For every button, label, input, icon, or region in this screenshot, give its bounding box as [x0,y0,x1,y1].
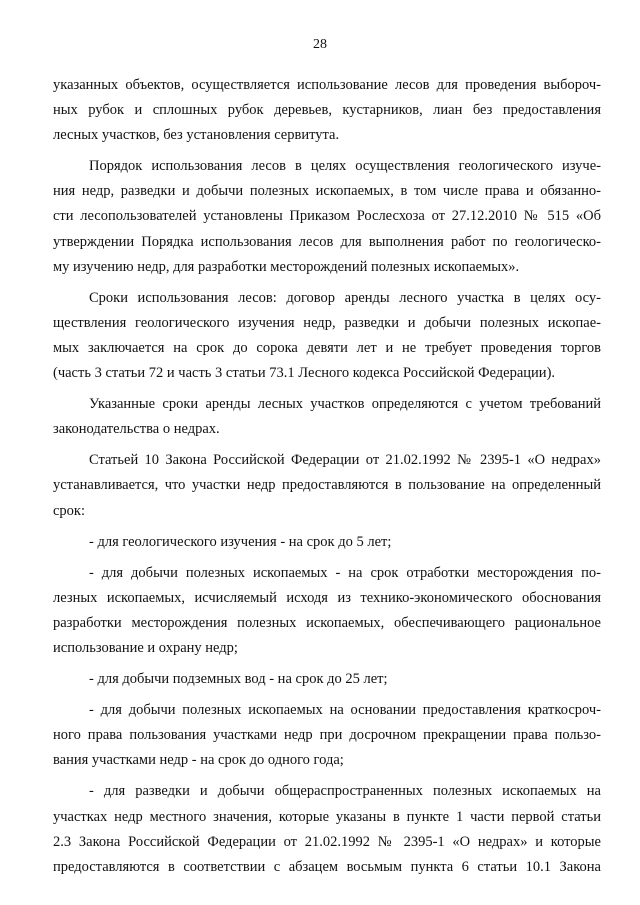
text-line: ных рубок и сплошных рубок деревьев, кустарников, лиан без предоставления [53,102,601,119]
text-line: использование и охрану недр; [53,639,238,656]
text-line: - для добычи подземных вод - на срок до 25 лет; [89,671,388,688]
body-text [53,73,601,880]
text-line: - для геологического изучения - на срок до 5 лет; [89,533,392,550]
text-line: ного права пользования участками недр при досрочном прекращении права пользо- [53,727,601,744]
text-line: сти лесопользователей установлены Приказом Рослесхоза от 27.12.2010 № 515 «Об [53,208,601,225]
text-line: ния недр, разведки и добычи полезных ископаемых, в том числе права и обязанно- [53,183,601,200]
text-line: Указанные сроки аренды лесных участков определяются с учетом требований [89,396,601,413]
text-line: предоставляются в соответствии с абзацем восьмым пункта 6 статьи 10.1 Закона [53,858,601,875]
text-line: ществления геологического изучения недр, разведки и добычи полезных ископае- [53,314,601,331]
text-line: Статьей 10 Закона Российской Федерации от 21.02.1992 № 2395-1 «О недрах» [89,452,601,469]
text-line: - для разведки и добычи общераспространенных полезных ископаемых на [89,783,601,800]
text-line: лезных ископаемых, исчисляемый исходя из технико-экономического обоснования [53,589,601,606]
text-line: 2.3 Закона Российской Федерации от 21.02.1992 № 2395-1 «О недрах» и которые [53,833,601,850]
text-line: Порядок использования лесов в целях осуществления геологического изуче- [89,158,601,175]
text-line: законодательства о недрах. [53,421,220,438]
text-line: срок: [53,502,86,519]
text-line: вания участками недр - на срок до одного года; [53,752,344,769]
text-line: му изучению недр, для разработки месторождений полезных ископаемых». [53,258,520,275]
text-line: мых заключается на срок до сорока девяти лет и не требует проведения торгов [53,339,601,356]
page-number: 28 [313,37,327,52]
text-line: разработки месторождения полезных ископаемых, обеспечивающего рациональное [53,614,601,631]
text-line: участках недр местного значения, которые указаны в пункте 1 части первой статьи [53,808,601,825]
text-line: Сроки использования лесов: договор аренды лесного участка в целях осу- [89,289,601,306]
text-line: утверждении Порядка использования лесов для выполнения работ по геологическо- [53,233,601,250]
text-line: указанных объектов, осуществляется использование лесов для проведения выбороч- [53,77,601,93]
text-line: лесных участков, без установления сервитута. [53,127,340,144]
text-line: устанавливается, что участки недр предоставляются в пользование на определенный [53,477,601,494]
text-line: (часть 3 статьи 72 и часть 3 статьи 73.1 Лесного кодекса Российской Федерации). [53,365,556,382]
text-line: - для добычи полезных ископаемых - на срок отработки месторождения по- [89,564,601,581]
text-line: - для добычи полезных ископаемых на основании предоставления краткосроч- [89,702,601,719]
